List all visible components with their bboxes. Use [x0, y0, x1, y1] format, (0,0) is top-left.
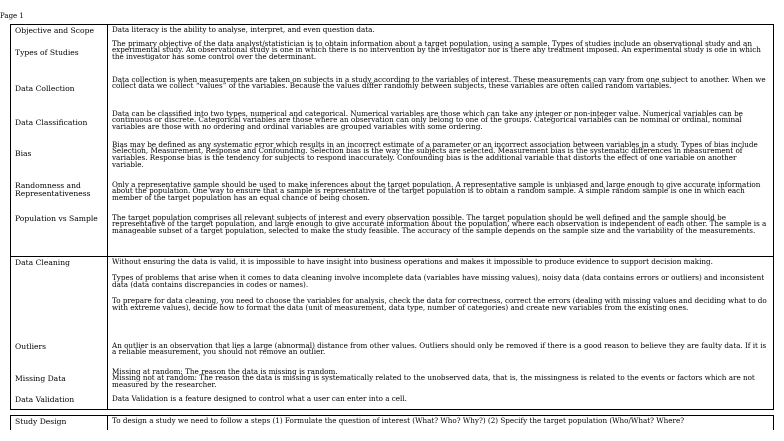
row-label: Data Collection	[11, 75, 108, 109]
row-label: Outliers	[11, 341, 108, 367]
table-row	[11, 180, 774, 213]
table-row	[11, 394, 774, 410]
row-label: Study Design	[11, 416, 108, 430]
row-content	[108, 180, 774, 213]
row-content	[108, 341, 774, 367]
row-paragraph: Only a representative sample should be used to make inferences about the target population. A representative sample is unbiased and large enough to give accurate information about the population. One way to ensure that a sample is representative of the target population is to obtain a random sample. A simple random sample is one in which each member of the target population has an equal chance of being chosen.	[112, 179, 761, 203]
document-table	[10, 24, 774, 430]
row-label: Data Validation	[11, 394, 108, 410]
row-content	[108, 367, 774, 394]
table-row	[11, 140, 774, 180]
row-content	[108, 257, 774, 341]
row-label: Randomness and Representativeness	[11, 180, 108, 213]
row-content	[108, 109, 774, 140]
table-row	[11, 367, 774, 394]
row-paragraph: Types of problems that arise when it comes to data cleaning involve incomplete data (variables have missing values), noisy data (data contains errors or outliers) and inconsistent data (data contains discrepancies in codes or names).	[112, 272, 765, 289]
row-paragraph: To design a study we need to follow a steps (1) Formulate the question of interest (What? Who? Why?) (2) Specify the target population (Who/What? Where?	[112, 416, 685, 425]
row-paragraph: Bias may be defined as any systematic error which results in an incorrect estimate of a parameter or an incorrect association between variables in a study. Types of bias include Selection, Measurement, Response and Confounding. Selection bias is the way the subjects are selected. Measurement bias is the systematic differences in measurement of variables. Response bias is the tendency for subjects to respond inaccurately. Confounding bias is the additional variable that distorts the effect of one variable on another variable.	[112, 139, 758, 170]
row-content	[108, 75, 774, 109]
row-label: Population vs Sample	[11, 213, 108, 257]
row-content	[108, 394, 774, 410]
row-content	[108, 416, 774, 430]
table-row	[11, 213, 774, 257]
row-paragraph: Missing at random: The reason the data is missing is random. Missing not at random: The reason the data is missing is systematically related to the unobserved data, that is, the missingness is related to the events or factors which are not measured by the researcher.	[112, 366, 755, 390]
row-paragraph: An outlier is an observation that lies a large (abnormal) distance from other values. Outliers should only be removed if there is a good reason to believe they are faulty data. If it is a reliable measurement, you should not remove an outlier.	[112, 340, 767, 357]
row-paragraph: The primary objective of the data analyst/statistician is to obtain information about a target population, using a sample. Types of studies include an observational study and an experimental study. An observational study is one in which there is no intervention by the investigator nor is there any treatment imposed. An experimental study is one in which the investigator has some control over the determinant.	[112, 38, 761, 62]
row-label: Objective and Scope	[11, 25, 108, 39]
table-row	[11, 109, 774, 140]
row-paragraph: Data can be classified into two types, numerical and categorical. Numerical variables are those which can take any integer or non-integer value. Numerical variables can be continuous or discrete. Categorical variables are those where an observation can only belong to one of the groups. Categorical variables can be nominal or ordinal, nominal variables are those with no ordering and ordinal variables are grouped variables with some ordering.	[112, 108, 743, 132]
table-row	[11, 257, 774, 341]
row-content	[108, 25, 774, 39]
row-label: Data Cleaning	[11, 257, 108, 341]
table-row	[11, 341, 774, 367]
row-paragraph: Data Validation is a feature designed to control what a user can enter into a cell.	[112, 393, 407, 403]
row-paragraph: Without ensuring the data is valid, it is impossible to have insight into business operations and makes it impossible to produce evidence to support decision making.	[112, 257, 713, 266]
row-content	[108, 140, 774, 180]
table-row	[11, 416, 774, 430]
table-row	[11, 75, 774, 109]
row-label: Types of Studies	[11, 39, 108, 75]
row-label: Data Classification	[11, 109, 108, 140]
row-label: Missing Data	[11, 367, 108, 394]
page-label: Page 1	[0, 12, 24, 20]
row-paragraph: To prepare for data cleaning, you need to choose the variables for analysis, check the data for correctness, correct the errors (dealing with missing values and deciding what to do with extreme values), decide how to format the data (unit of measurement, data type, number of categories) and create new variables from the existing ones.	[112, 295, 767, 312]
row-content	[108, 213, 774, 257]
row-label: Bias	[11, 140, 108, 180]
row-paragraph: Data collection is when measurements are taken on subjects in a study according to the variables of interest. These measurements can vary from one subject to another. When we collect data we collect “values” of the variables. Because the values differ randomly between subjects, these variables are often called random variables.	[112, 74, 766, 91]
row-paragraph: Data literacy is the ability to analyse, interpret, and even question data.	[112, 25, 375, 34]
table-row	[11, 25, 774, 39]
row-content	[108, 39, 774, 75]
row-paragraph: The target population comprises all relevant subjects of interest and every observation possible. The target population should be well defined and the sample should be representative of the target population, and large enough to give accurate information about the population, where each observation is independent of each other. The sample is a manageable subset of a target population, selected to make the study feasible. The accuracy of the sample depends on the sample size and the variability of the measurements.	[112, 212, 767, 236]
table-row	[11, 39, 774, 75]
